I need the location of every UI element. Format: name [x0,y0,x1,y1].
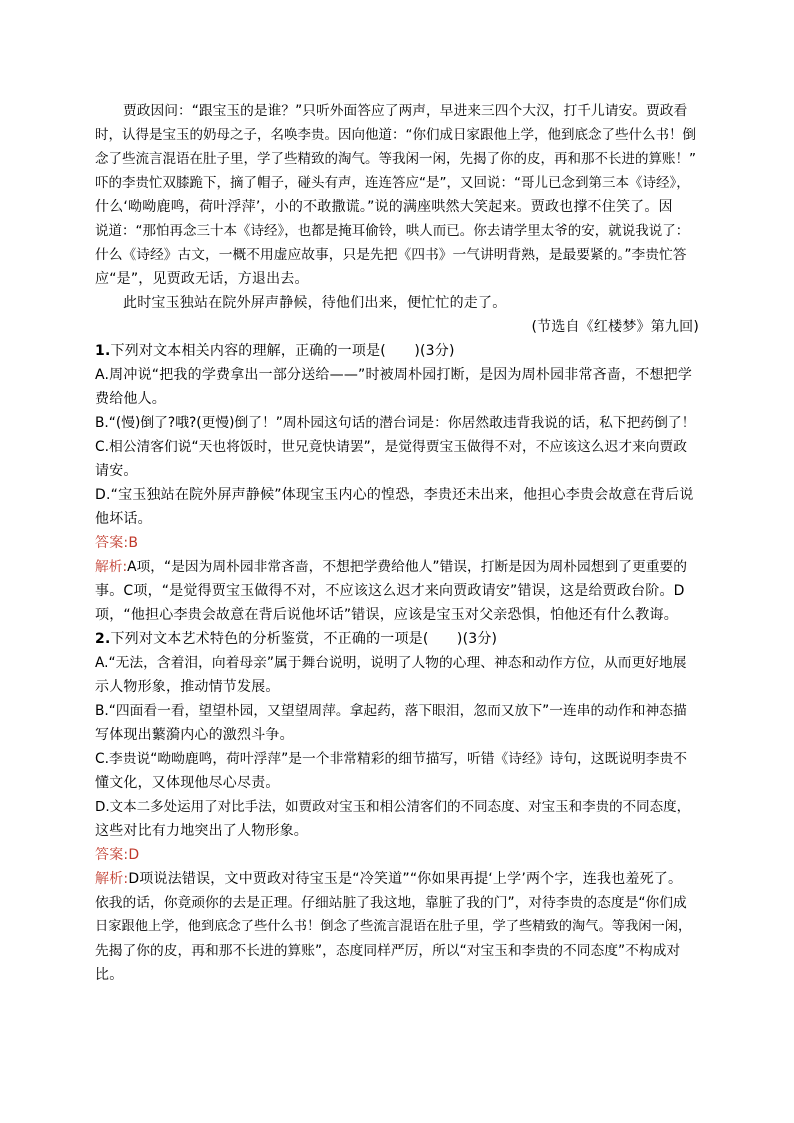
q1-option-d-line-1: D.“宝玉独站在院外屏声静候”体现宝玉内心的惶恐，李贵还未出来，他担心李贵会故意在背后说 [95,487,694,503]
q2-analysis-line-1 [95,868,682,890]
passage-line-5: 什么‘呦呦鹿鸣，荷叶浮萍’，小的不敢撒谎。”说的满座哄然大笑起来。贾政也撑不住笑了。因 [95,199,673,215]
q1-option-a-line-2: 费给他人。 [95,391,166,407]
q2-analysis-line-2: 依我的话，你竟顽你的去是正理。仔细站脏了我这地，靠脏了我的门”，对待李贵的态度是“你们成 [95,895,687,911]
q2-analysis-line-3: 日家跟他上学，他到底念了些什么书！倒念了些流言混语在肚子里，学了些精致的淘气。等我闲一闲， [95,919,692,934]
q2-option-c-line-1: C.李贵说“呦呦鹿鸣，荷叶浮萍”是一个非常精彩的细节描写，听错《诗经》诗句，这既说明李贵不 [95,751,687,767]
q1-option-b: B.“(慢)倒了?哦?(更慢)倒了！”周朴园这句话的潜台词是：你居然敢违背我说的话，私下把药倒了！ [95,415,696,431]
q2-analysis-line-4: 先揭了你的皮，再和那不长进的算账”，态度同样严厉，所以“对宝玉和李贵的不同态度”不构成对 [95,943,681,959]
q1-answer: 答案:B [95,535,139,551]
q1-analysis-line-1 [95,556,687,578]
passage-line-7: 什么《诗经》古文，一概不用虚应故事，只是先把《四书》一气讲明背熟，是最要紧的。”李贵忙答 [95,247,687,263]
passage-line-6: 说道：“那怕再念三十本《诗经》，也都是掩耳偷铃，哄人而已。你去请学里太爷的安，就说我说了： [95,223,690,239]
q2-stem [95,628,497,650]
passage-line-4: 吓的李贵忙双膝跪下，摘了帽子，碰头有声，连连答应“是”，又回说：“哥儿已念到第三本《诗经》， [95,175,690,191]
q1-analysis-text-1: A项，“是因为周朴园非常吝啬，不想把学费给他人”错误，打断是因为周朴园想到了更重要的 [127,559,688,575]
q1-stem-text: 下列对文本相关内容的理解，正确的一项是( )(3分) [110,343,455,359]
q2-analysis-line-5: 比。 [95,967,124,983]
q2-number: 2. [95,631,111,647]
q1-option-a-line-1: A.周冲说“把我的学费拿出一部分送给——”时被周朴园打断，是因为周朴园非常吝啬，不想把学 [95,367,693,383]
passage-source: (节选自《红楼梦》第九回) [531,319,699,335]
passage-line-3: 念了些流言混语在肚子里，学了些精致的淘气。等我闲一闲，先揭了你的皮，再和那不长进的算账！” [95,151,696,167]
q2-option-b-line-1: B.“四面看一看，望望朴园，又望望周萍。拿起药，落下眼泪，忽而又放下”一连串的动作和神态描 [95,703,687,719]
q1-analysis-label: 解析: [95,559,128,575]
q2-analysis-text-1: D项说法错误，文中贾政对待宝玉是“冷笑道”“你如果再提‘上学’两个字，连我也羞死了。 [128,871,683,887]
passage-line-2: 时，认得是宝玉的奶母之子，名唤李贵。因向他道：“你们成日家跟他上学，他到底念了些什么书！倒 [95,127,696,143]
passage-line-8: 应“是”，见贾政无话，方退出去。 [95,271,309,287]
passage-line-1: 贾政因问：“跟宝玉的是谁？”只听外面答应了两声，早进来三四个大汉，打千儿请安。贾政看 [123,103,688,119]
q2-option-a-line-2: 示人物形象，推动情节发展。 [95,679,280,695]
q1-number: 1. [95,343,111,359]
q1-option-c-line-2: 请安。 [95,463,138,479]
q1-analysis-line-3: 项，“他担心李贵会故意在背后说他坏话”错误，应该是宝玉对父亲恐惧，怕他还有什么教诲。 [95,607,678,623]
q1-option-d-line-2: 他坏话。 [95,511,152,527]
q2-option-c-line-2: 懂文化，又体现他尽心尽责。 [95,775,280,791]
q2-answer: 答案:D [95,847,140,863]
q1-stem [95,340,455,362]
passage-closing: 此时宝玉独站在院外屏声静候，待他们出来，便忙忙的走了。 [123,295,507,311]
q2-option-b-line-2: 写体现出蘩漪内心的激烈斗争。 [95,727,294,743]
q2-analysis-label: 解析: [95,871,129,887]
q2-stem-text: 下列对文本艺术特色的分析鉴赏，不正确的一项是( )(3分) [110,631,498,647]
q2-option-d-line-2: 这些对比有力地突出了人物形象。 [95,823,308,839]
q1-analysis-line-2: 事。C项，“是觉得贾宝玉做得不对，不应该这么迟才来向贾政请安”错误，这是给贾政台阶。D [95,583,685,599]
q1-option-c-line-1: C.相公清客们说“天也将饭时，世兄竟快请罢”，是觉得贾宝玉做得不对，不应该这么迟才来向贾政 [95,439,687,455]
q2-option-d-line-1: D.文本二多处运用了对比手法，如贾政对宝玉和相公清客们的不同态度、对宝玉和李贵的不同态度， [95,799,691,815]
q2-option-a-line-1: A.“无法，含着泪，向着母亲”属于舞台说明，说明了人物的心理、神态和动作方位，从而更好地展 [95,655,687,671]
